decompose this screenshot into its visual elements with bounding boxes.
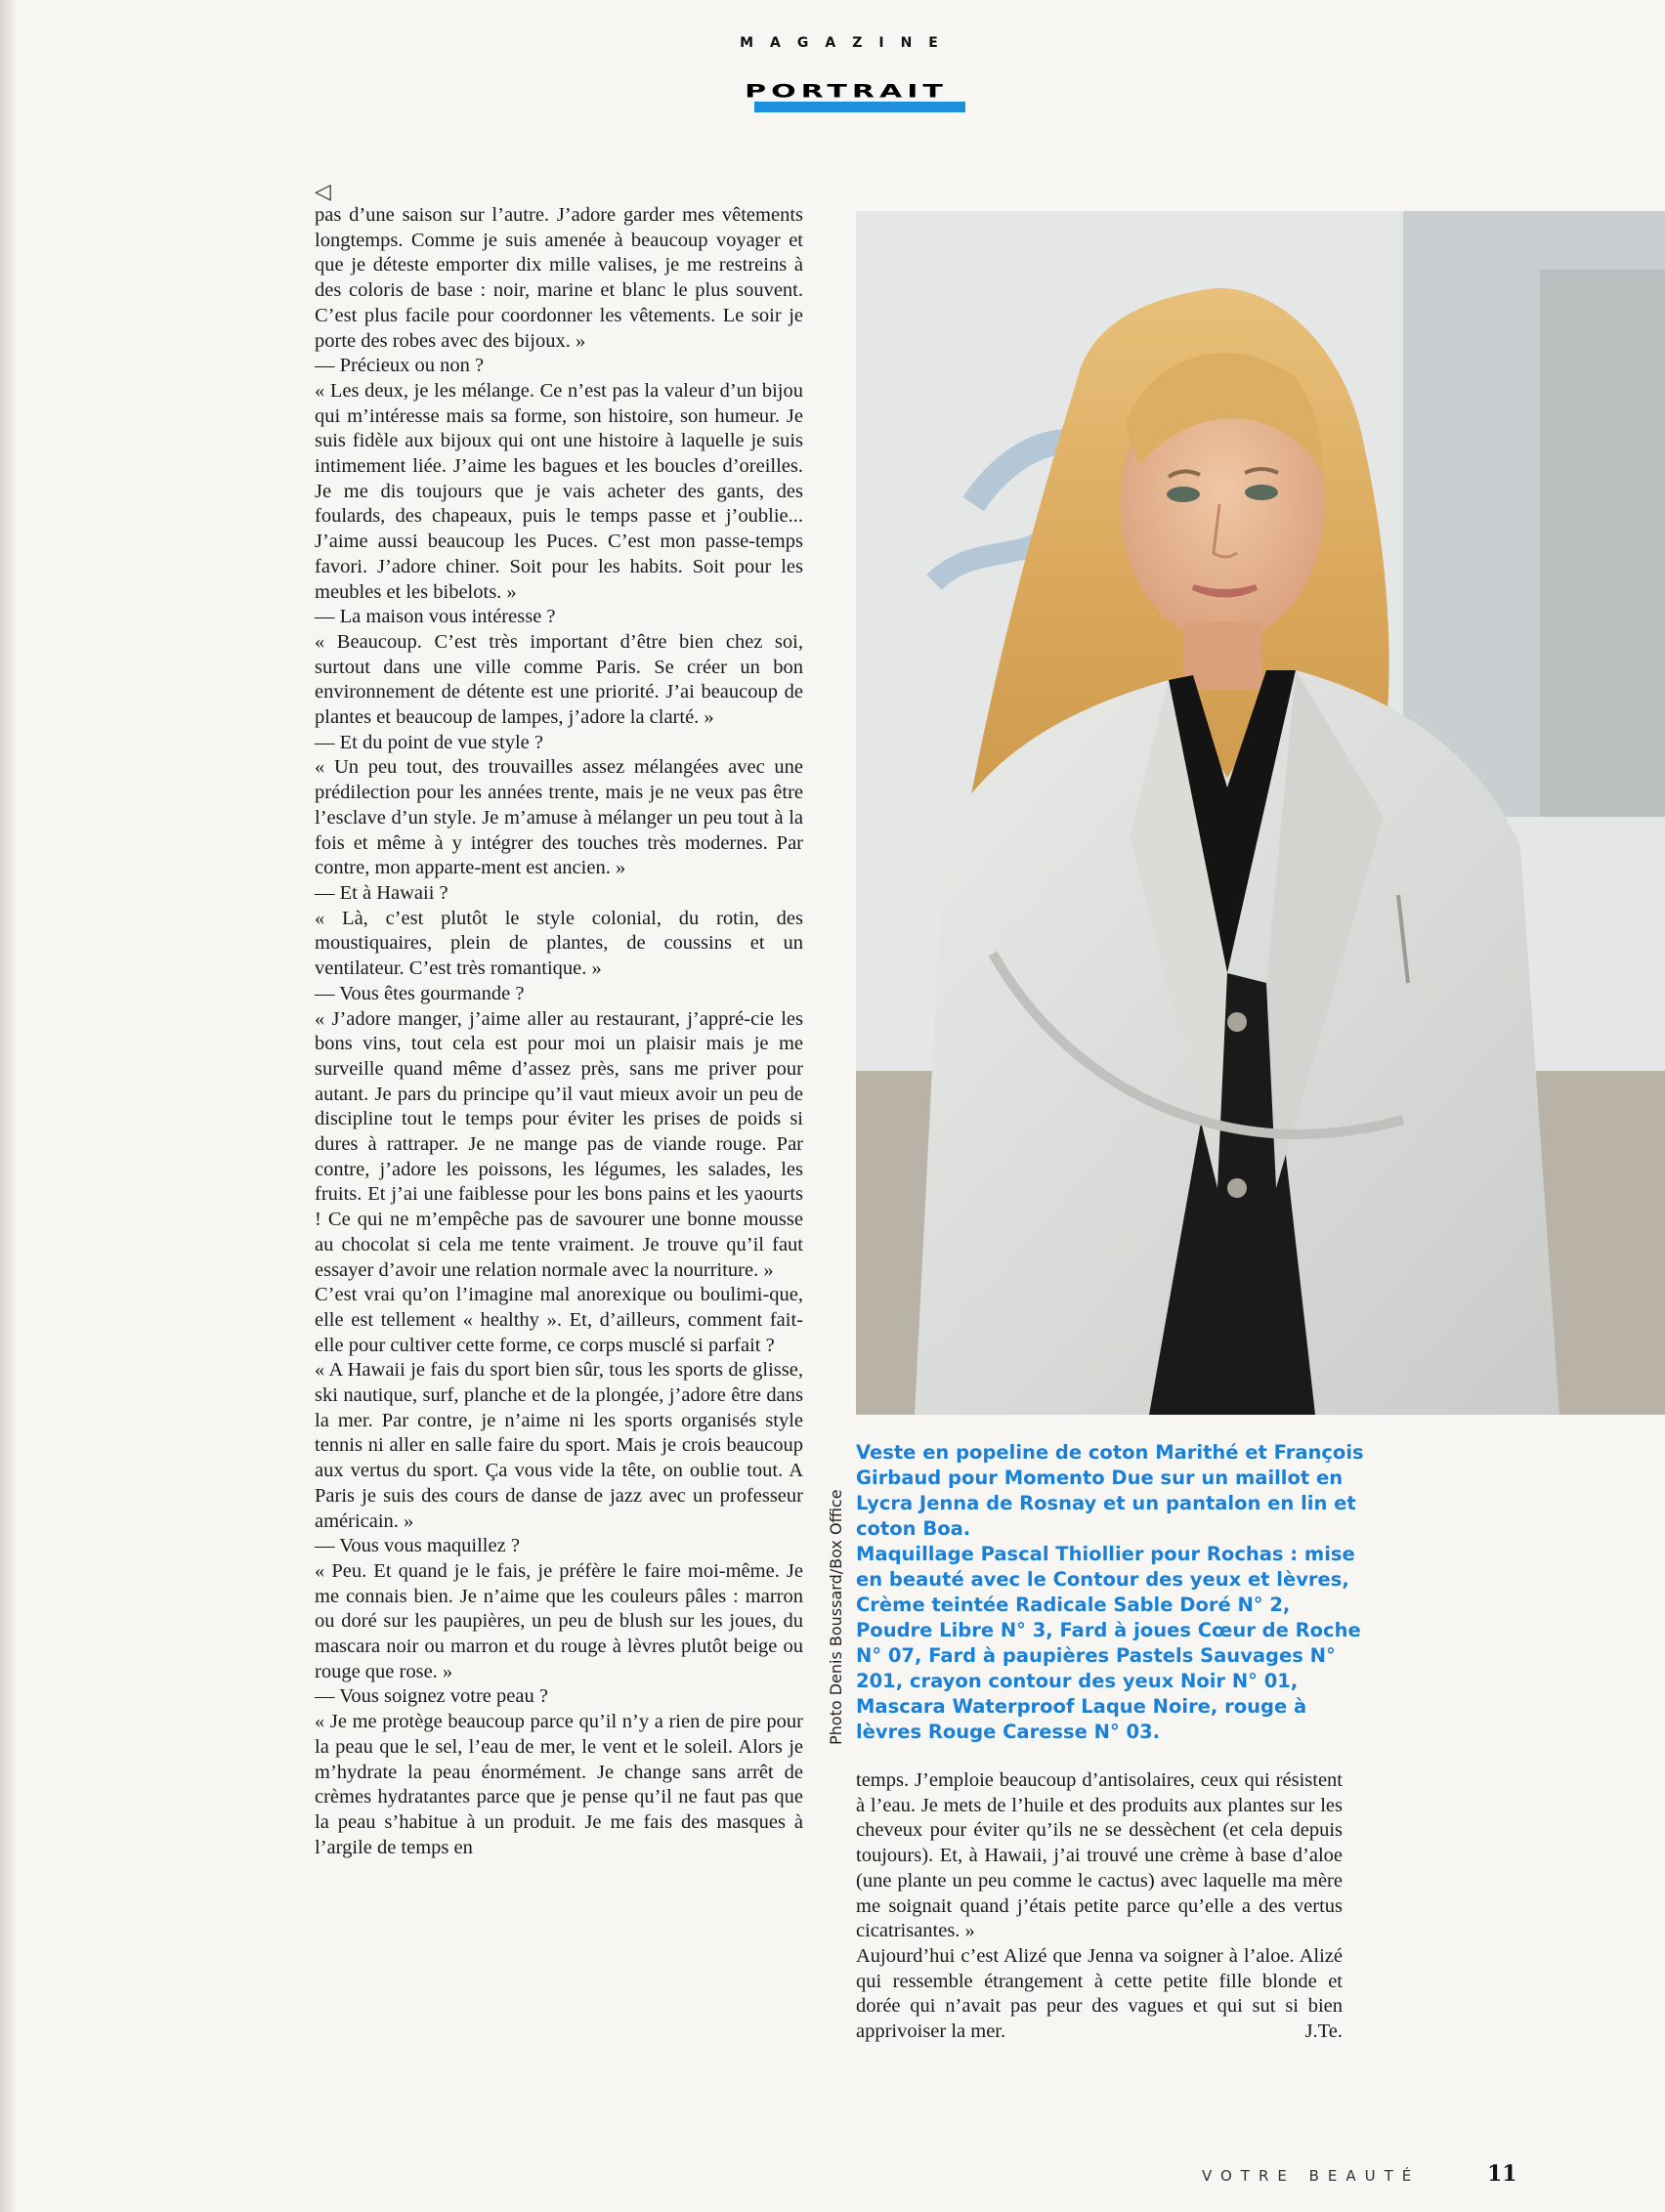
photo-caption bbox=[856, 1440, 1364, 1745]
page-header bbox=[0, 35, 1665, 108]
paragraph: temps. J’emploie beaucoup d’antisolaires, ceux qui résistent à l’eau. Je mets de l’huile et des produits aux plantes sur les cheveux pour éviter qu’ils ne se dessèchent (et cela depuis toujours). Et, à Hawaii, j’ai trouvé une crème à base d’aloe (une plante un peu comme le cactus) avec laquelle ma mère me soignait quand j’étais petite parce qu’elle a des vertus cicatrisantes. » bbox=[856, 1769, 1343, 1942]
interview-question: — Précieux ou non ? bbox=[315, 355, 485, 377]
interview-question: — Vous vous maquillez ? bbox=[315, 1535, 520, 1557]
article-left-column bbox=[315, 203, 803, 1860]
paragraph: « Là, c’est plutôt le style colonial, du rotin, des moustiquaires, plein de plantes, de coussins et un ventilateur. C’est très romantique. » bbox=[315, 907, 803, 980]
caption-paragraph: Veste en popeline de coton Marithé et François Girbaud pour Momento Due sur un maillot en Lycra Jenna de Rosnay et un pantalon en lin et coton Boa. bbox=[856, 1441, 1364, 1540]
paragraph: « A Hawaii je fais du sport bien sûr, tous les sports de glisse, ski nautique, surf, planche et de la plongée, j’adore être dans la mer. Par contre, je n’aime ni les sports organisés style tennis ni aller en salle faire du sport. Mais je crois beaucoup aux vertus du sport. Ça vous vide la tête, on oublie tout. A Paris je suis des cours de danse de jazz avec un professeur américain. » bbox=[315, 1359, 803, 1532]
paragraph: Aujourd’hui c’est Alizé que Jenna va soigner à l’aloe. Alizé qui ressemble étrangement à cette petite fille blonde et dorée qui n’avait pas peur des vagues et qui sut si bien apprivoiser la mer. bbox=[856, 1944, 1343, 2043]
portrait-photo bbox=[856, 211, 1665, 1415]
photo-credit bbox=[827, 1417, 846, 1749]
continuation-arrow-icon: ◁ bbox=[315, 180, 331, 204]
interview-question: — Vous soignez votre peau ? bbox=[315, 1685, 548, 1708]
photo-credit-text: Photo Denis Boussard/Box Office bbox=[827, 1489, 845, 1745]
paragraph: « Beaucoup. C’est très important d’être bien chez soi, surtout dans une ville comme Paris. Se créer un bon environnement de détente est une priorité. J’ai beaucoup de plantes et beaucoup de lampes, j’adore la clarté. » bbox=[315, 630, 803, 729]
paragraph: pas d’une saison sur l’autre. J’adore garder mes vêtements longtemps. Comme je suis amenée à beaucoup voyager et que je déteste emporter dix mille valises, je me restreins à des coloris de base : noir, marine et blanc le plus souvent. C’est plus facile pour coordonner les vêtements. Le soir je porte des robes avec des bijoux. » bbox=[315, 204, 803, 352]
article-right-column bbox=[856, 1768, 1343, 2045]
magazine-kicker: MAGAZINE bbox=[740, 35, 955, 51]
interview-question: — Et à Hawaii ? bbox=[315, 881, 448, 904]
caption-paragraph: Maquillage Pascal Thiollier pour Rochas : mise en beauté avec le Contour des yeux et lèvres, Crème teintée Radicale Sable Doré N° 2, Poudre Libre N° 3, Fard à joues Cœur de Roche N° 07, Fard à paupières Pastels Sauvages N° 201, crayon contour des yeux Noir N° 01, Mascara Waterproof Laque Noire, rouge à lèvres Rouge Caresse N° 03. bbox=[856, 1543, 1361, 1743]
page-fold-shadow bbox=[0, 0, 18, 2212]
section-accent-bar bbox=[754, 102, 965, 112]
paragraph: C’est vrai qu’on l’imagine mal anorexique ou boulimi-que, elle est tellement « healthy ». Et, d’ailleurs, comment fait-elle pour cultiver cette forme, ce corps musclé si parfait ? bbox=[315, 1284, 803, 1356]
section-title: PORTRAIT bbox=[745, 80, 948, 103]
interview-question: — Vous êtes gourmande ? bbox=[315, 982, 525, 1004]
interview-question: — La maison vous intéresse ? bbox=[315, 606, 556, 628]
interview-question: — Et du point de vue style ? bbox=[315, 731, 543, 753]
portrait-illustration bbox=[856, 211, 1665, 1415]
page-number: 11 bbox=[1487, 2161, 1517, 2187]
paragraph: « J’adore manger, j’aime aller au restaurant, j’appré-cie les bons vins, tout cela est pour moi un plaisir mais je me surveille quand même d’assez près, sans me priver pour autant. Je pars du principe qu’il vaut mieux avoir un peu de discipline tout le temps pour éviter les prises de poids si dures à rattraper. Je ne mange pas de viande rouge. Par contre, j’adore les poissons, les légumes, les salades, les fruits. Et j’ai une faiblesse pour les bons pains et les yaourts ! Ce qui ne m’empêche pas de savourer une bonne mousse au chocolat si cela me tente vraiment. Je trouve qu’il faut essayer d’avoir une relation normale avec la nourriture. » bbox=[315, 1007, 803, 1281]
paragraph: « Un peu tout, des trouvailles assez mélangées avec une prédilection pour les années trente, mais je ne veux pas être l’esclave d’un style. Je m’amuse à mélanger un peu tout à la fois et même à y intégrer des touches très modernes. Par contre, mon apparte-ment est ancien. » bbox=[315, 756, 803, 879]
magazine-footer: VOTRE BEAUTÉ bbox=[1202, 2167, 1421, 2185]
paragraph: « Les deux, je les mélange. Ce n’est pas la valeur d’un bijou qui m’intéresse mais sa forme, son histoire, son humeur. Je suis fidèle aux bijoux qui ont une histoire à laquelle je suis intimement liée. J’aime les bagues et les boucles d’oreilles. Je me dis toujours que je vais acheter des gants, des foulards, des chapeaux, puis le temps passe et j’oublie... J’aime aussi beaucoup les Puces. C’est mon passe-temps favori. J’adore chiner. Soit pour les habits. Soit pour les meubles et les bibelots. » bbox=[315, 379, 803, 603]
paragraph: « Peu. Et quand je le fais, je préfère le faire moi-même. Je me connais bien. Je n’aime que les couleurs pâles : marron ou doré sur les paupières, un peu de blush sur les joues, du mascara noir ou marron et du rouge à lèvres plutôt beige ou rouge que rose. » bbox=[315, 1559, 803, 1682]
author-signature: J.Te. bbox=[1304, 2021, 1343, 2043]
paragraph: « Je me protège beaucoup parce qu’il n’y a rien de pire pour la peau que le sel, l’eau de mer, le vent et le soleil. Alors je m’hydrate la peau énormément. Je change sans arrêt de crèmes hydratantes parce que je pense qu’il ne faut pas que la peau s’habitue à un produit. Je me fais des masques à l’argile de temps en bbox=[315, 1711, 803, 1858]
